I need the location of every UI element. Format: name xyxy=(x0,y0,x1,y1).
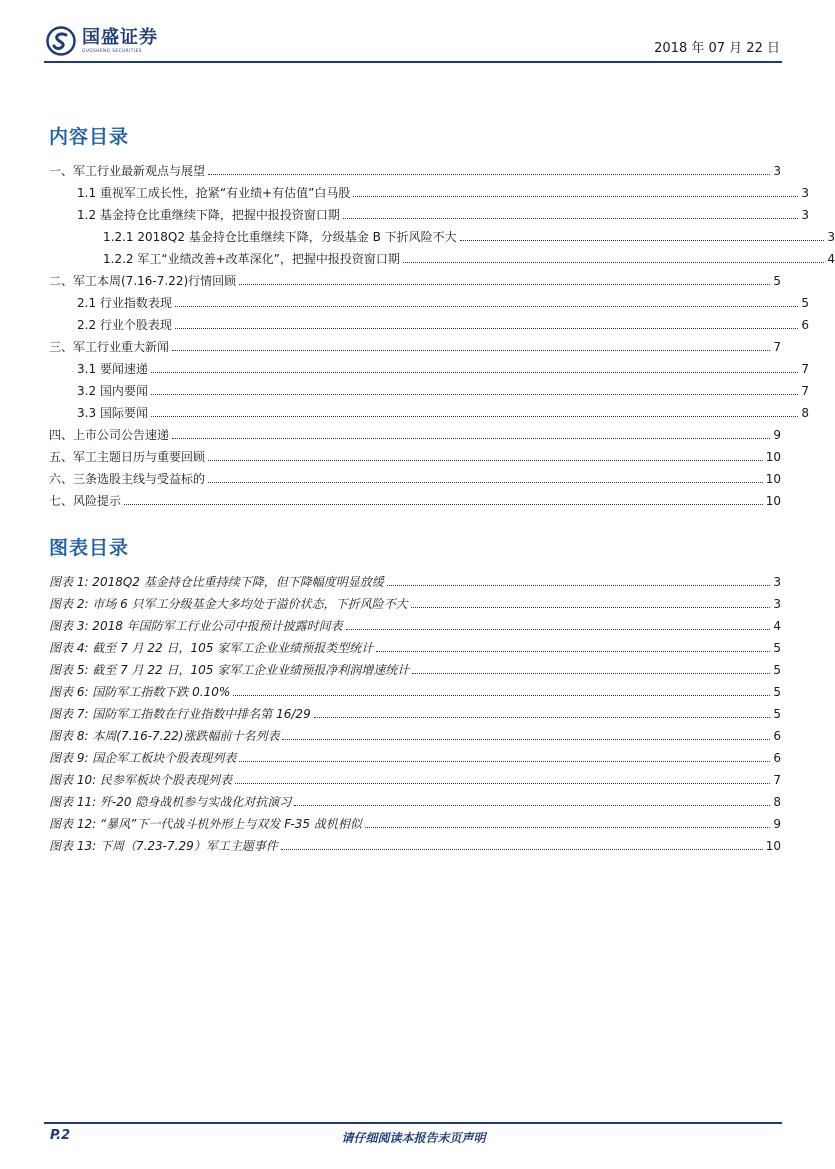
figure-item[interactable] xyxy=(49,590,781,612)
figure-label: 图表 13: 下周（7.23-7.29）军工主题事件 xyxy=(49,839,278,853)
leader-dots xyxy=(281,848,763,850)
leader-dots xyxy=(175,327,798,329)
figure-label: 图表 12: “暴风”下一代战斗机外形上与双发 F-35 战机相似 xyxy=(49,817,362,831)
leader-dots xyxy=(282,738,770,740)
leader-dots xyxy=(387,584,771,586)
leader-dots xyxy=(239,283,770,285)
figure-item[interactable] xyxy=(49,568,781,590)
figure-label: 图表 6: 国防军工指数下跌 0.10% xyxy=(49,685,231,699)
toc-label: 3.1 要闻速递 xyxy=(77,362,148,376)
figure-item[interactable] xyxy=(49,832,781,854)
toc-label: 2.2 行业个股表现 xyxy=(77,318,172,332)
toc-page: 9 xyxy=(773,428,781,442)
toc-label: 1.1 重视军工成长性，抢紧“有业绩+有估值”白马股 xyxy=(77,186,351,200)
figure-item[interactable] xyxy=(49,612,781,634)
leader-dots xyxy=(208,173,770,175)
figure-label: 图表 4: 截至 7 月 22 日，105 家军工企业业绩预报类型统计 xyxy=(49,641,374,655)
toc-item[interactable] xyxy=(49,179,809,201)
leader-dots xyxy=(124,503,763,505)
footer-divider xyxy=(44,1122,782,1124)
toc-label: 四、上市公司公告速递 xyxy=(49,428,170,442)
leader-dots xyxy=(151,393,798,395)
leader-dots xyxy=(412,672,770,674)
figure-page: 9 xyxy=(773,817,781,831)
leader-dots xyxy=(314,716,771,718)
figure-page: 5 xyxy=(773,641,781,655)
leader-dots xyxy=(411,606,771,608)
leader-dots xyxy=(239,760,770,762)
toc-page: 5 xyxy=(801,296,809,310)
figure-page: 7 xyxy=(773,773,781,787)
toc-item[interactable] xyxy=(49,377,809,399)
figure-page: 5 xyxy=(773,707,781,721)
toc-label: 五、军工主题日历与重要回顾 xyxy=(49,450,206,464)
disclaimer-note: 请仔细阅读本报告末页声明 xyxy=(341,1131,486,1145)
toc-item[interactable] xyxy=(49,267,781,289)
toc-label: 七、风险提示 xyxy=(49,494,122,508)
figure-item[interactable] xyxy=(49,700,781,722)
toc-label: 2.1 行业指数表现 xyxy=(77,296,172,310)
logo-mark-icon xyxy=(46,26,76,56)
figure-page: 6 xyxy=(773,751,781,765)
leader-dots xyxy=(208,459,763,461)
figure-item[interactable] xyxy=(49,766,781,788)
figure-item[interactable] xyxy=(49,788,781,810)
leader-dots xyxy=(172,349,770,351)
figure-page: 3 xyxy=(773,597,781,611)
toc-item[interactable] xyxy=(49,355,809,377)
leader-dots xyxy=(343,217,798,219)
figure-label: 图表 5: 截至 7 月 22 日，105 家军工企业业绩预报净利润增速统计 xyxy=(49,663,410,677)
toc-item[interactable] xyxy=(49,245,835,267)
toc-page: 4 xyxy=(827,252,835,266)
figure-page: 5 xyxy=(773,663,781,677)
toc-page: 3 xyxy=(801,208,809,222)
toc-page: 10 xyxy=(765,494,781,508)
figure-page: 4 xyxy=(773,619,781,633)
toc-page: 5 xyxy=(773,274,781,288)
figure-item[interactable] xyxy=(49,722,781,744)
figure-label: 图表 11: 歼-20 隐身战机参与实战化对抗演习 xyxy=(49,795,292,809)
logo-english-name: GUOSHENG SECURITIES xyxy=(82,48,142,53)
figure-label: 图表 3: 2018 年国防军工行业公司中报预计披露时间表 xyxy=(49,619,343,633)
toc-page: 7 xyxy=(801,362,809,376)
toc-page: 7 xyxy=(801,384,809,398)
leader-dots xyxy=(460,239,825,241)
logo-chinese-name: 国盛证券 xyxy=(82,27,158,48)
figure-label: 图表 1: 2018Q2 基金持仓比重持续下降，但下降幅度明显放缓 xyxy=(49,575,384,589)
leader-dots xyxy=(175,305,798,307)
toc-label: 一、军工行业最新观点与展望 xyxy=(49,164,206,178)
leader-dots xyxy=(365,826,771,828)
figure-label: 图表 2: 市场 6 只军工分级基金大多均处于溢价状态，下折风险不大 xyxy=(49,597,408,611)
toc-item[interactable] xyxy=(49,465,781,487)
figure-item[interactable] xyxy=(49,678,781,700)
toc-item[interactable] xyxy=(49,333,781,355)
leader-dots xyxy=(233,694,770,696)
figure-label: 图表 10: 民参军板块个股表现列表 xyxy=(49,773,232,787)
leader-dots xyxy=(403,261,825,263)
leader-dots xyxy=(151,415,798,417)
toc-item[interactable] xyxy=(49,289,809,311)
leader-dots xyxy=(353,195,798,197)
figure-label: 图表 8: 本周(7.16-7.22)涨跌幅前十名列表 xyxy=(49,729,280,743)
toc-item[interactable] xyxy=(49,487,781,509)
leader-dots xyxy=(235,782,770,784)
page-header xyxy=(44,22,782,62)
leader-dots xyxy=(376,650,770,652)
leader-dots xyxy=(151,371,798,373)
toc-page: 3 xyxy=(773,164,781,178)
leader-dots xyxy=(208,481,763,483)
figure-page: 6 xyxy=(773,729,781,743)
toc-label: 1.2 基金持仓比重继续下降，把握中报投资窗口期 xyxy=(77,208,340,222)
company-logo xyxy=(46,26,158,56)
figure-page: 8 xyxy=(773,795,781,809)
toc-page: 6 xyxy=(801,318,809,332)
report-date: 2018 年 07 月 22 日 xyxy=(654,41,780,56)
toc-item[interactable] xyxy=(49,157,781,179)
toc-page: 3 xyxy=(801,186,809,200)
figure-page: 10 xyxy=(765,839,781,853)
toc-page: 7 xyxy=(773,340,781,354)
toc-label: 二、军工本周(7.16-7.22)行情回顾 xyxy=(49,274,237,288)
toc-item[interactable] xyxy=(49,421,781,443)
toc-label: 1.2.1 2018Q2 基金持仓比重继续下降，分级基金 B 下折风险不大 xyxy=(103,230,457,244)
page-number: P.2 xyxy=(50,1128,71,1143)
contents-title: 内容目录 xyxy=(49,126,130,148)
leader-dots xyxy=(346,628,771,630)
toc-label: 1.2.2 军工“业绩改善+改革深化”，把握中报投资窗口期 xyxy=(103,252,400,266)
figure-label: 图表 9: 国企军工板块个股表现列表 xyxy=(49,751,237,765)
toc-item[interactable] xyxy=(49,201,809,223)
figure-label: 图表 7: 国防军工指数在行业指数中排名第 16/29 xyxy=(49,707,311,721)
toc-item[interactable] xyxy=(49,399,809,421)
header-divider xyxy=(44,61,782,63)
figure-item[interactable] xyxy=(49,634,781,656)
toc-item[interactable] xyxy=(49,223,835,245)
toc-label: 六、三条选股主线与受益标的 xyxy=(49,472,206,486)
figure-item[interactable] xyxy=(49,810,781,832)
figure-page: 5 xyxy=(773,685,781,699)
leader-dots xyxy=(172,437,770,439)
toc-item[interactable] xyxy=(49,443,781,465)
leader-dots xyxy=(294,804,770,806)
toc-page: 10 xyxy=(765,450,781,464)
toc-label: 3.2 国内要闻 xyxy=(77,384,148,398)
toc-page: 10 xyxy=(765,472,781,486)
figures-title: 图表目录 xyxy=(49,537,130,559)
toc-label: 3.3 国际要闻 xyxy=(77,406,148,420)
figure-item[interactable] xyxy=(49,656,781,678)
toc-page: 3 xyxy=(827,230,835,244)
figure-item[interactable] xyxy=(49,744,781,766)
toc-page: 8 xyxy=(801,406,809,420)
toc-item[interactable] xyxy=(49,311,809,333)
figure-page: 3 xyxy=(773,575,781,589)
toc-label: 三、军工行业重大新闻 xyxy=(49,340,170,354)
